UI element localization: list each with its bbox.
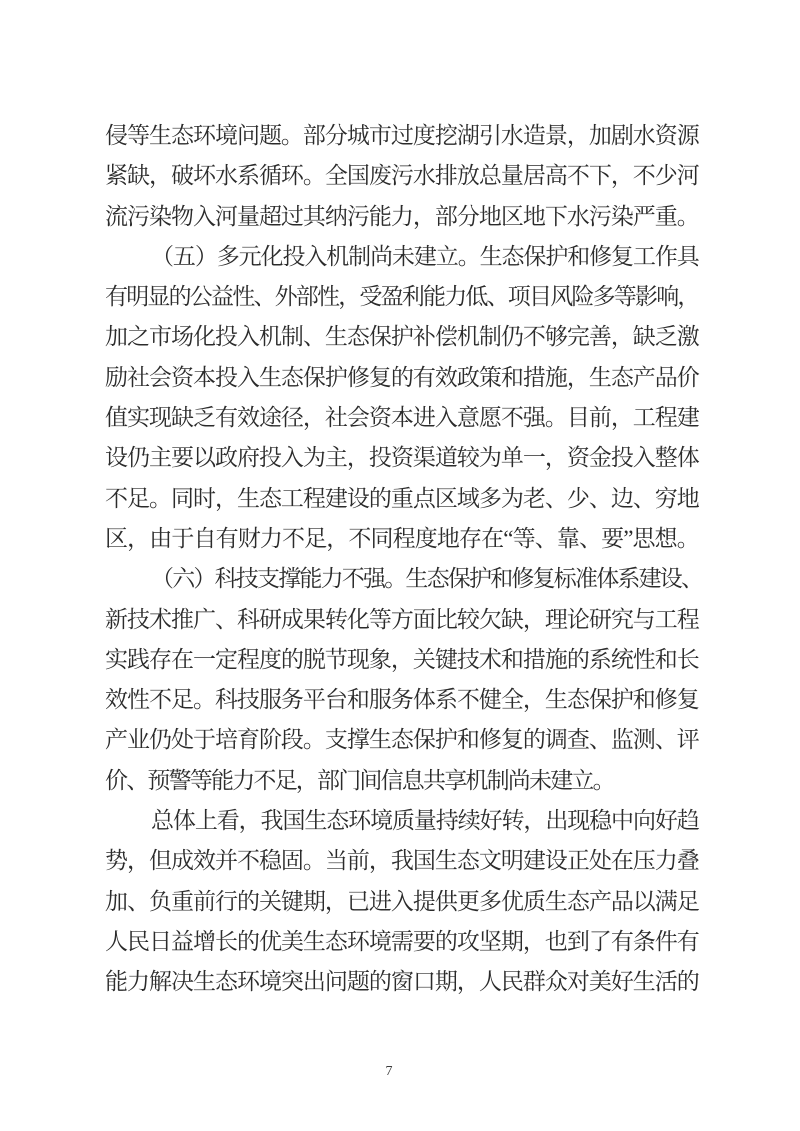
text-line: 区，由于自有财力不足，不同程度地存在“等、靠、要”思想。 <box>105 525 698 551</box>
page-body <box>105 116 703 1003</box>
text-line: 效性不足。科技服务平台和服务体系不健全，生态保护和修复 <box>105 687 698 713</box>
text-line: 加之市场化投入机制、生态保护补偿机制仍不够完善，缺乏激 <box>105 324 698 350</box>
text-line: 人民日益增长的优美生态环境需要的攻坚期，也到了有条件有 <box>105 928 698 954</box>
text-line: 有明显的公益性、外部性，受盈利能力低、项目风险多等影响， <box>105 284 699 310</box>
text-line: 侵等生态环境问题。部分城市过度挖湖引水造景，加剧水资源 <box>105 123 698 148</box>
text-line: 新技术推广、科研成果转化等方面比较欠缺，理论研究与工程 <box>105 606 698 632</box>
text-line-paragraph-end: 价、预警等能力不足，部门间信息共享机制尚未建立。 <box>105 767 614 793</box>
text-line-paragraph-start: （六）科技支撑能力不强。生态保护和修复标准体系建设、 <box>151 566 703 592</box>
text-line-paragraph-start: 总体上看，我国生态环境质量持续好转，出现稳中向好趋 <box>151 808 698 834</box>
text-line: 励社会资本投入生态保护修复的有效政策和措施，生态产品价 <box>105 364 698 390</box>
page-footer <box>0 1062 778 1080</box>
text-line-paragraph-start: （五）多元化投入机制尚未建立。生态保护和修复工作具 <box>151 243 698 269</box>
text-line: 势，但成效并不稳固。当前，我国生态文明建设正处在压力叠 <box>105 848 698 874</box>
text-line: 紧缺，破坏水系循环。全国废污水排放总量居高不下，不少河 <box>105 163 698 189</box>
text-line: 不足。同时，生态工程建设的重点区域多为老、少、边、穷地 <box>105 485 698 511</box>
text-line: 能力解决生态环境突出问题的窗口期，人民群众对美好生活的 <box>105 969 698 995</box>
text-line: 实践存在一定程度的脱节现象，关键技术和措施的系统性和长 <box>105 646 698 672</box>
page-number: 7 <box>385 1064 393 1079</box>
text-line: 设仍主要以政府投入为主，投资渠道较为单一，资金投入整体 <box>105 445 698 471</box>
text-line: 产业仍处于培育阶段。支撑生态保护和修复的调查、监测、评 <box>105 727 698 753</box>
text-line: 值实现缺乏有效途径，社会资本进入意愿不强。目前，工程建 <box>105 405 698 431</box>
text-line: 流污染物入河量超过其纳污能力，部分地区地下水污染严重。 <box>105 203 698 229</box>
text-line: 加、负重前行的关键期，已进入提供更多优质生态产品以满足 <box>105 888 698 914</box>
